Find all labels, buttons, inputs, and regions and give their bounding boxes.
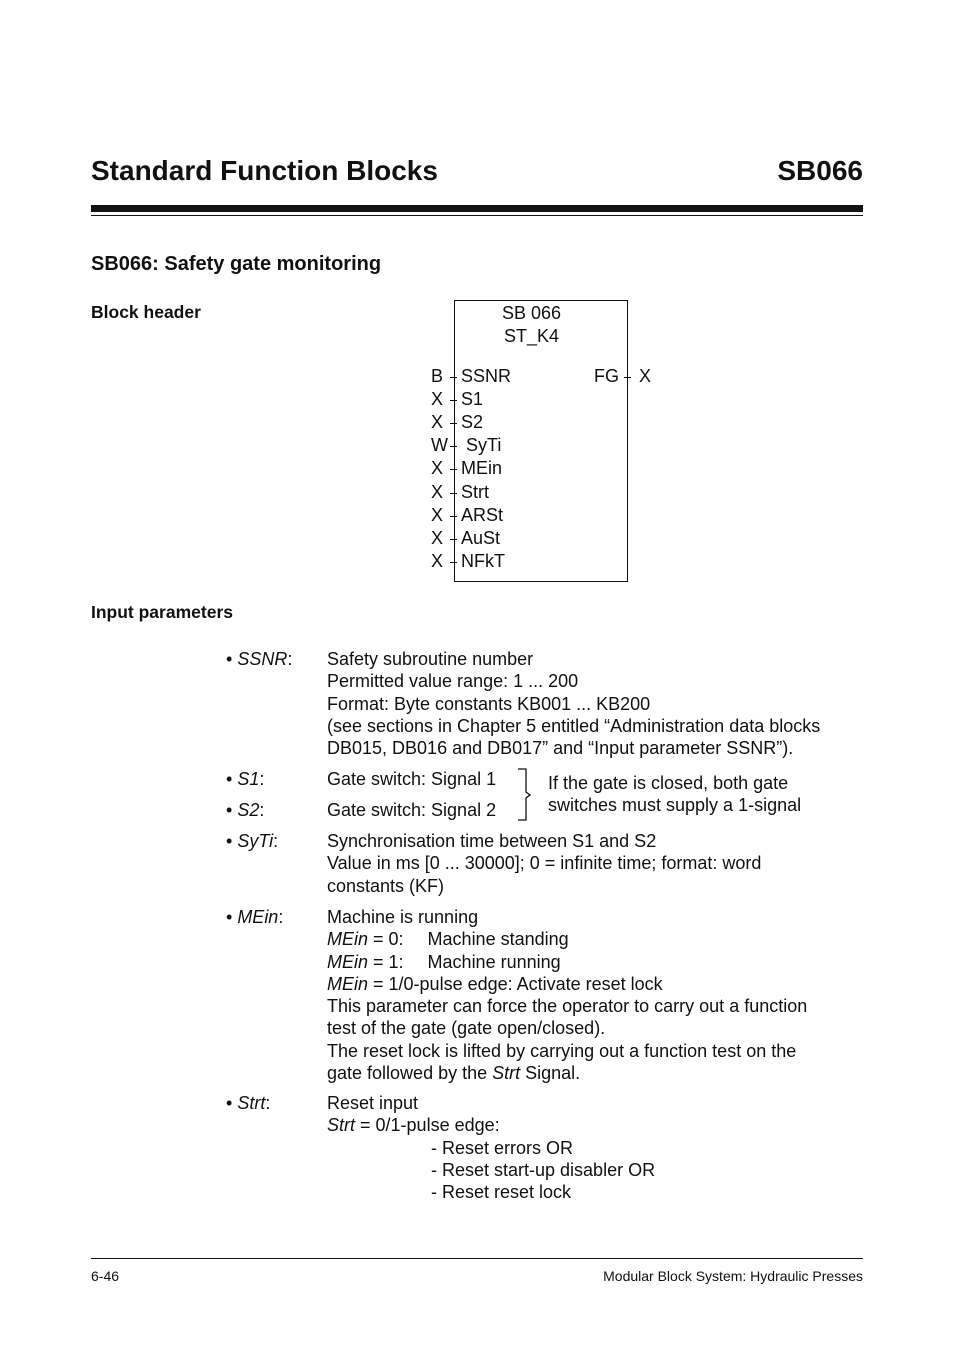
param-syti-name: SyTi	[237, 831, 274, 851]
footer-rule	[91, 1258, 863, 1259]
param-s2: • S2:	[226, 800, 265, 820]
mein-case-text: Machine running	[427, 951, 561, 972]
strt-item	[327, 1137, 655, 1159]
mein-var: MEin	[327, 973, 369, 994]
param-s2-name: S2	[237, 800, 260, 820]
header-rule-thin	[91, 215, 863, 216]
mein-last-post: Signal.	[520, 1063, 581, 1084]
input-parameters-label: Input parameters	[91, 602, 233, 622]
input-pin-type: X	[431, 389, 444, 410]
page-number: 6-46	[91, 1268, 120, 1284]
ssnr-line: DB015, DB016 and DB017” and “Input parameter SSNR”).	[327, 738, 794, 759]
strt-line-text: = 0/1-pulse edge:	[355, 1115, 500, 1136]
input-pin-type: X	[431, 504, 444, 525]
ssnr-line: (see sections in Chapter 5 entitled “Administration data blocks	[327, 715, 821, 736]
mein-line: This parameter can force the operator to carry out a function	[327, 996, 808, 1017]
mein-case-text: Machine standing	[427, 929, 569, 950]
param-syti: • SyTi:	[226, 831, 279, 851]
ssnr-line: Format: Byte constants KB001 ... KB200	[327, 693, 651, 714]
mein-case-0	[327, 928, 807, 950]
input-pin-type: W	[431, 435, 448, 456]
input-pin-type: X	[431, 481, 444, 502]
param-s1-desc: Gate switch: Signal 1	[327, 769, 497, 789]
input-pin-name: ARSt	[461, 504, 504, 525]
param-s1: • S1:	[226, 769, 265, 789]
strt-item	[327, 1181, 655, 1203]
param-s2-desc: Gate switch: Signal 2	[327, 800, 497, 820]
input-pin-line	[450, 493, 457, 494]
s1-s2-note	[548, 772, 801, 817]
block-subname: ST_K4	[504, 326, 560, 346]
mein-case-1	[327, 951, 807, 973]
ssnr-line: Safety subroutine number	[327, 649, 534, 669]
input-pin-line	[450, 423, 457, 424]
input-pin-line	[450, 400, 457, 401]
input-pin-line	[450, 446, 457, 447]
param-strt: • Strt:	[226, 1093, 271, 1113]
strt-line: Reset input	[327, 1093, 419, 1113]
output-pin-line	[624, 377, 631, 378]
syti-line: Value in ms [0 ... 30000]; 0 = infinite time; format: word	[327, 853, 762, 874]
syti-line: Synchronisation time between S1 and S2	[327, 831, 657, 851]
mein-line: test of the gate (gate open/closed).	[327, 1018, 606, 1039]
mein-case-2	[327, 973, 807, 995]
mein-last-var: Strt	[492, 1063, 521, 1084]
strt-var: Strt	[327, 1115, 356, 1136]
param-strt-desc	[327, 1092, 655, 1203]
input-pin-name: SyTi	[466, 435, 502, 456]
param-ssnr-desc	[327, 648, 820, 759]
param-ssnr: • SSNR:	[226, 649, 293, 669]
input-pin-name: S1	[461, 389, 484, 410]
mein-eq: = 1:	[368, 951, 404, 972]
input-pin-line	[450, 469, 457, 470]
strt-item-text: - Reset start-up disabler OR	[431, 1159, 656, 1180]
strt-item	[327, 1159, 655, 1181]
input-pin-type: X	[431, 412, 444, 433]
input-pin-type: B	[431, 366, 444, 386]
page-header-title: Standard Function Blocks	[91, 155, 438, 186]
input-pin-type: X	[431, 550, 444, 571]
page-header-code: SB066	[777, 155, 863, 186]
input-pin-name: AuSt	[461, 527, 501, 548]
param-mein: • MEin:	[226, 907, 284, 927]
strt-item-text: - Reset reset lock	[431, 1182, 572, 1203]
block-name: SB 066	[502, 303, 562, 323]
input-pin-name: MEin	[461, 458, 503, 479]
input-pin-type: X	[431, 527, 444, 548]
input-pin-line	[450, 562, 457, 563]
mein-case-text: = 1/0-pulse edge: Activate reset lock	[368, 973, 663, 994]
mein-last-line	[327, 1062, 807, 1084]
mein-line: The reset lock is lifted by carrying out a function test on the	[327, 1040, 797, 1061]
strt-item-text: - Reset errors OR	[431, 1137, 574, 1158]
syti-line: constants (KF)	[327, 875, 445, 896]
mein-line: Machine is running	[327, 907, 479, 927]
section-title: SB066: Safety gate monitoring	[91, 253, 382, 275]
s-note-line: If the gate is closed, both gate	[548, 773, 789, 793]
input-pin-name: S2	[461, 412, 484, 433]
strt-line-2	[327, 1114, 655, 1136]
input-pin-type: X	[431, 458, 444, 479]
input-pin-name: NFkT	[461, 550, 505, 571]
param-syti-desc	[327, 830, 761, 897]
input-pin-line	[450, 539, 457, 540]
param-mein-name: MEin	[237, 907, 279, 927]
param-s1-name: S1	[237, 769, 260, 789]
param-ssnr-name: SSNR	[237, 649, 288, 669]
input-pin-line	[450, 516, 457, 517]
mein-eq: = 0:	[368, 929, 404, 950]
output-pin-type: X	[639, 366, 652, 386]
mein-last-pre: gate followed by the	[327, 1063, 493, 1084]
output-pin-name: FG	[594, 366, 619, 386]
mein-var: MEin	[327, 929, 369, 950]
input-pin-name: Strt	[461, 481, 490, 502]
header-rule-thick	[91, 205, 863, 212]
param-strt-name: Strt	[237, 1093, 266, 1113]
s-note-line: switches must supply a 1-signal	[548, 795, 802, 816]
input-pin-name: SSNR	[461, 366, 512, 386]
input-pin-line	[450, 377, 457, 378]
ssnr-line: Permitted value range: 1 ... 200	[327, 671, 579, 692]
block-header-label: Block header	[91, 302, 201, 322]
footer-title: Modular Block System: Hydraulic Presses	[603, 1268, 863, 1284]
mein-var: MEin	[327, 951, 369, 972]
param-mein-desc	[327, 906, 807, 1084]
s1-s2-brace	[514, 768, 534, 822]
